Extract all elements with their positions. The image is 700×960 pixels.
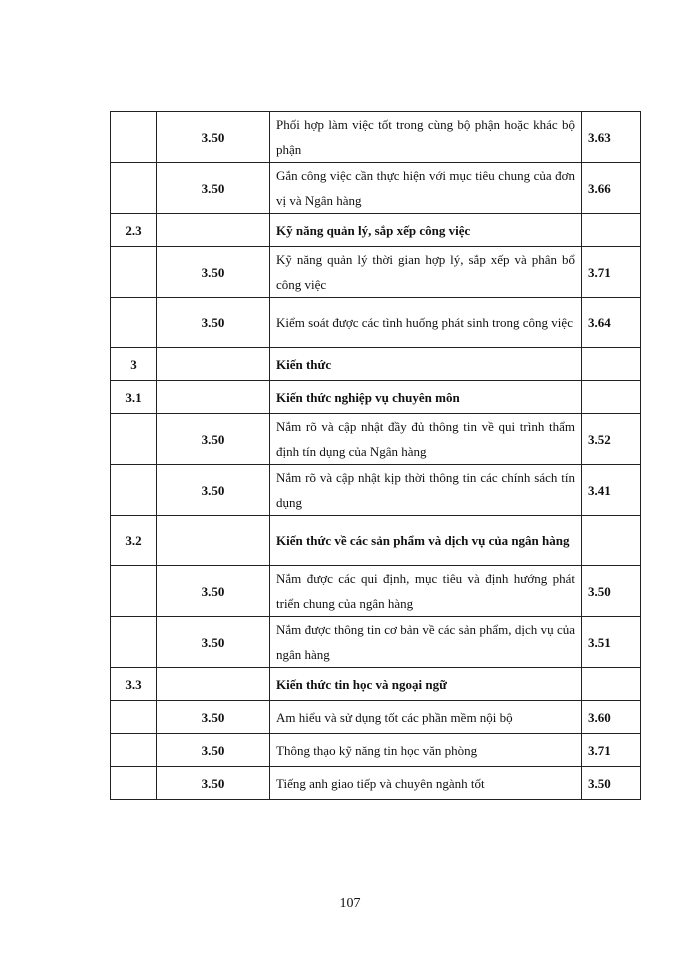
mean-score-cell: 3.51 bbox=[582, 617, 641, 668]
stt-cell bbox=[111, 163, 157, 214]
mean-score-cell: 3.66 bbox=[582, 163, 641, 214]
criterion-cell: Kỹ năng quản lý thời gian hợp lý, sắp xếp và phân bổ công việc bbox=[270, 247, 582, 298]
criterion-cell: Nắm được thông tin cơ bản về các sản phẩm, dịch vụ của ngân hàng bbox=[270, 617, 582, 668]
table-row bbox=[111, 465, 641, 516]
mean-score-cell: 3.71 bbox=[582, 734, 641, 767]
mean-score-cell: 3.50 bbox=[582, 767, 641, 800]
mean-score-cell bbox=[582, 348, 641, 381]
standard-score-cell: 3.50 bbox=[157, 112, 270, 163]
table-row bbox=[111, 734, 641, 767]
criterion-cell: Am hiểu và sử dụng tốt các phần mềm nội bộ bbox=[270, 701, 582, 734]
page-number: 107 bbox=[339, 896, 361, 911]
mean-score-cell: 3.50 bbox=[582, 566, 641, 617]
table-row bbox=[111, 163, 641, 214]
section-title-cell: Kiến thức tin học và ngoại ngữ bbox=[270, 668, 582, 701]
criterion-cell: Nắm rõ và cập nhật đầy đủ thông tin về qui trình thẩm định tín dụng của Ngân hàng bbox=[270, 414, 582, 465]
section-title-cell: Kỹ năng quản lý, sắp xếp công việc bbox=[270, 214, 582, 247]
stt-cell bbox=[111, 112, 157, 163]
standard-score-cell: 3.50 bbox=[157, 414, 270, 465]
mean-score-cell bbox=[582, 214, 641, 247]
mean-score-cell: 3.63 bbox=[582, 112, 641, 163]
mean-score-cell: 3.41 bbox=[582, 465, 641, 516]
section-header-row bbox=[111, 348, 641, 381]
stt-cell bbox=[111, 566, 157, 617]
table-row bbox=[111, 617, 641, 668]
stt-cell bbox=[111, 414, 157, 465]
criterion-cell: Tiếng anh giao tiếp và chuyên ngành tốt bbox=[270, 767, 582, 800]
standard-score-cell: 3.50 bbox=[157, 247, 270, 298]
section-header-row bbox=[111, 381, 641, 414]
table-row bbox=[111, 767, 641, 800]
table-row bbox=[111, 112, 641, 163]
section-title-cell: Kiến thức bbox=[270, 348, 582, 381]
standard-score-cell: 3.50 bbox=[157, 566, 270, 617]
standard-score-cell: 3.50 bbox=[157, 701, 270, 734]
mean-score-cell: 3.64 bbox=[582, 298, 641, 348]
mean-score-cell: 3.60 bbox=[582, 701, 641, 734]
stt-cell: 3 bbox=[111, 348, 157, 381]
table-row bbox=[111, 298, 641, 348]
section-header-row bbox=[111, 516, 641, 566]
standard-score-cell bbox=[157, 381, 270, 414]
stt-cell bbox=[111, 767, 157, 800]
stt-cell bbox=[111, 617, 157, 668]
stt-cell bbox=[111, 734, 157, 767]
standard-score-cell bbox=[157, 348, 270, 381]
standard-score-cell: 3.50 bbox=[157, 734, 270, 767]
stt-cell: 2.3 bbox=[111, 214, 157, 247]
standard-score-cell bbox=[157, 668, 270, 701]
evaluation-table bbox=[110, 111, 641, 800]
criterion-cell: Gắn công việc cần thực hiện với mục tiêu chung của đơn vị và Ngân hàng bbox=[270, 163, 582, 214]
section-title-cell: Kiến thức nghiệp vụ chuyên môn bbox=[270, 381, 582, 414]
mean-score-cell bbox=[582, 381, 641, 414]
stt-cell: 3.1 bbox=[111, 381, 157, 414]
stt-cell: 3.2 bbox=[111, 516, 157, 566]
standard-score-cell: 3.50 bbox=[157, 465, 270, 516]
table-row bbox=[111, 566, 641, 617]
criterion-cell: Nắm rõ và cập nhật kịp thời thông tin các chính sách tín dụng bbox=[270, 465, 582, 516]
criterion-cell: Nắm được các qui định, mục tiêu và định hướng phát triển chung của ngân hàng bbox=[270, 566, 582, 617]
standard-score-cell: 3.50 bbox=[157, 163, 270, 214]
stt-cell bbox=[111, 298, 157, 348]
stt-cell bbox=[111, 701, 157, 734]
mean-score-cell bbox=[582, 516, 641, 566]
table-row bbox=[111, 701, 641, 734]
standard-score-cell bbox=[157, 516, 270, 566]
section-header-row bbox=[111, 668, 641, 701]
table-row bbox=[111, 247, 641, 298]
section-title-cell: Kiến thức về các sản phẩm và dịch vụ của ngân hàng bbox=[270, 516, 582, 566]
mean-score-cell: 3.52 bbox=[582, 414, 641, 465]
table-row bbox=[111, 414, 641, 465]
mean-score-cell: 3.71 bbox=[582, 247, 641, 298]
standard-score-cell bbox=[157, 214, 270, 247]
stt-cell bbox=[111, 465, 157, 516]
standard-score-cell: 3.50 bbox=[157, 298, 270, 348]
criterion-cell: Kiểm soát được các tình huống phát sinh trong công việc bbox=[270, 298, 582, 348]
section-header-row bbox=[111, 214, 641, 247]
criterion-cell: Phối hợp làm việc tốt trong cùng bộ phận hoặc khác bộ phận bbox=[270, 112, 582, 163]
stt-cell: 3.3 bbox=[111, 668, 157, 701]
mean-score-cell bbox=[582, 668, 641, 701]
standard-score-cell: 3.50 bbox=[157, 617, 270, 668]
criterion-cell: Thông thạo kỹ năng tin học văn phòng bbox=[270, 734, 582, 767]
standard-score-cell: 3.50 bbox=[157, 767, 270, 800]
stt-cell bbox=[111, 247, 157, 298]
